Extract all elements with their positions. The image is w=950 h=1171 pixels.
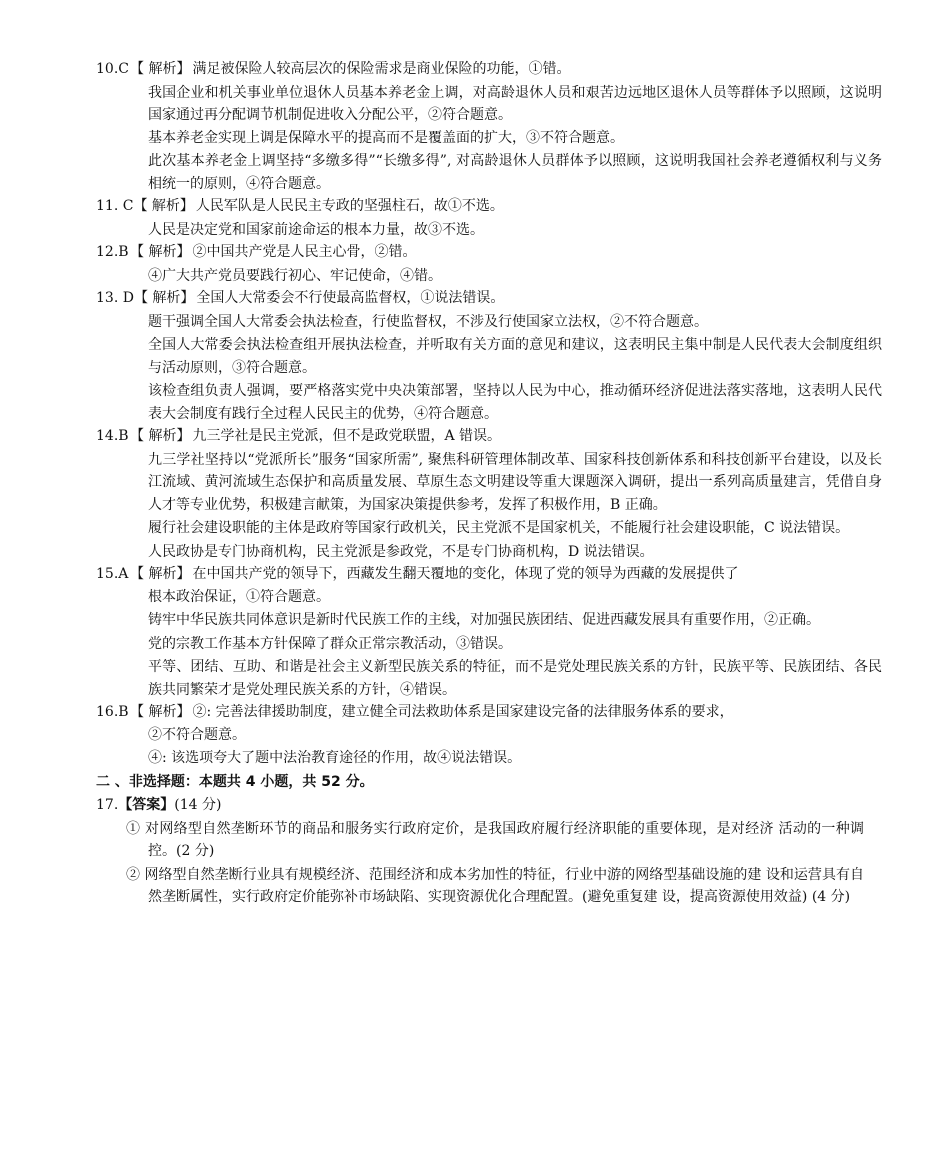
question-12 [0,241,950,287]
analysis-tag: 【 解析】 [133,290,195,306]
analysis-text: 九三学社是民主党派，但不是政党联盟，A 错误。 [192,428,502,444]
analysis-paragraph: 履行社会建设职能的主体是政府等国家行政机关，民主党派不是国家机关，不能履行社会建设职能，C 说法错误。 [148,520,850,536]
question-number: 14.B [96,428,129,444]
analysis-paragraph: 人民是决定党和国家前途命运的根本力量，故③不选。 [148,221,484,238]
analysis-text: 全国人大常委会不行使最高监督权，①说法错误。 [196,290,505,306]
analysis-paragraph: ④: 该选项夸大了题中法治教育途径的作用，故④说法错误。 [148,750,522,766]
question-number: 15.A [96,566,129,582]
analysis-continuation: 根本政治保证，①符合题意。 [148,588,330,605]
analysis-paragraph: 党的宗教工作基本方针保障了群众正常宗教活动，③错误。 [148,635,512,652]
analysis-text: 人民军队是人民民主专政的坚强柱石，故①不选。 [195,198,504,214]
question-head [0,58,950,81]
question-number: 17. [96,797,119,813]
question-head [0,701,950,724]
analysis-paragraph: 平等、团结、互助、和谐是社会主义新型民族关系的特征，而不是党处理民族关系的方针，民族平等、民族团结、各民族共同繁荣才是党处理民族关系的方针，④错误。 [148,659,882,698]
analysis-text: 满足被保险人较高层次的保险需求是商业保险的功能，①错。 [192,61,571,77]
question-head [0,425,950,448]
answer-page [0,58,950,909]
question-number: 11. C [96,198,134,214]
analysis-tag: 【 解析】 [130,566,191,582]
analysis-tag: 【 解析】 [130,428,191,444]
question-number: 12.B [96,244,129,260]
analysis-paragraph: 九三学社坚持以“党派所长”服务“国家所需”, 聚焦科研管理体制改革、国家科技创新体系和科技创新平台建设，以及长江流域、黄河流域生态保护和高质量发展、草原生态文明建设等重大课题深入调研，提出一系列高质量建言，凭借自身人才等专业优势，积极建言献策，为国家决策提供参考，发挥了积极作用，B 正确。 [148,451,882,513]
question-14 [0,425,950,563]
answer-tag: 【答案】 [118,797,175,813]
question-head [0,241,950,264]
question-number: 10.C [96,61,129,77]
analysis-text: ②: 完善法律援助制度，建立健全司法救助体系是国家建设完备的法律服务体系的要求， [192,704,734,720]
analysis-continuation: ②不符合题意。 [148,726,246,743]
analysis-paragraph: 该检查组负责人强调，要严格落实党中央决策部署，坚持以人民为中心，推动循环经济促进法落实落地，这表明人民代表大会制度有践行全过程人民民主的优势，④符合题意。 [148,383,882,422]
question-13 [0,287,950,425]
analysis-tag: 【 解析】 [130,704,191,720]
answer-point: ① 对网络型自然垄断环节的商品和服务实行政府定价，是我国政府履行经济职能的重要体现，是对经济 活动的一种调控。(2 分) [126,820,864,859]
question-head [0,794,950,817]
section-heading: 二 、非选择题：本题共 4 小题，共 52 分。 [96,773,374,790]
analysis-paragraph: 全国人大常委会执法检查组开展执法检查，并听取有关方面的意见和建议，这表明民主集中制是人民代表大会制度组织与活动原则，③符合题意。 [148,337,882,376]
analysis-paragraph: 题干强调全国人大常委会执法检查，行使监督权，不涉及行使国家立法权，②不符合题意。 [148,313,708,330]
analysis-paragraph: 我国企业和机关事业单位退休人员基本养老金上调，对高龄退休人员和艰苦边远地区退休人员等群体予以照顾，这说明国家通过再分配调节机制促进收入分配公平，②符合题意。 [148,84,882,123]
analysis-tag: 【 解析】 [133,198,194,214]
analysis-paragraph: 人民政协是专门协商机构，民主党派是参政党，不是专门协商机构，D 说法错误。 [148,543,654,560]
analysis-tag: 【 解析】 [130,61,191,77]
question-16 [0,701,950,770]
question-head [0,195,950,218]
analysis-paragraph: ④广大共产党员要践行初心、牢记使命，④错。 [148,267,442,284]
analysis-text: ②中国共产党是人民主心骨，②错。 [192,244,417,260]
analysis-paragraph: 铸牢中华民族共同体意识是新时代民族工作的主线，对加强民族团结、促进西藏发展具有重要作用，②正确。 [148,612,820,628]
question-head [0,563,950,586]
question-head [0,287,950,310]
question-number: 13. D [96,290,134,306]
analysis-paragraph: 基本养老金实现上调是保障水平的提高而不是覆盖面的扩大，③不符合题意。 [148,129,624,146]
question-17 [0,794,950,909]
answer-point: ② 网络型自然垄断行业具有规模经济、范围经济和成本劣加性的特征，行业中游的网络型基础设施的建 设和运营具有自然垄断属性，实行政府定价能弥补市场缺陷、实现资源优化合理配置。(避免重复建 设，提高资源使用效益) (4 分) [126,866,864,905]
question-15 [0,563,950,701]
analysis-tag: 【 解析】 [130,244,191,260]
question-11 [0,195,950,241]
question-10 [0,58,950,195]
analysis-paragraph: 此次基本养老金上调坚持“多缴多得”“长缴多得”, 对高龄退休人员群体予以照顾，这说明我国社会养老遵循权利与义务相统一的原则，④符合题意。 [148,153,882,192]
question-number: 16.B [96,704,129,720]
analysis-text: 在中国共产党的领导下，西藏发生翻天覆地的变化，体现了党的领导为西藏的发展提供了 [192,566,739,582]
answer-score: (14 分) [174,797,222,813]
